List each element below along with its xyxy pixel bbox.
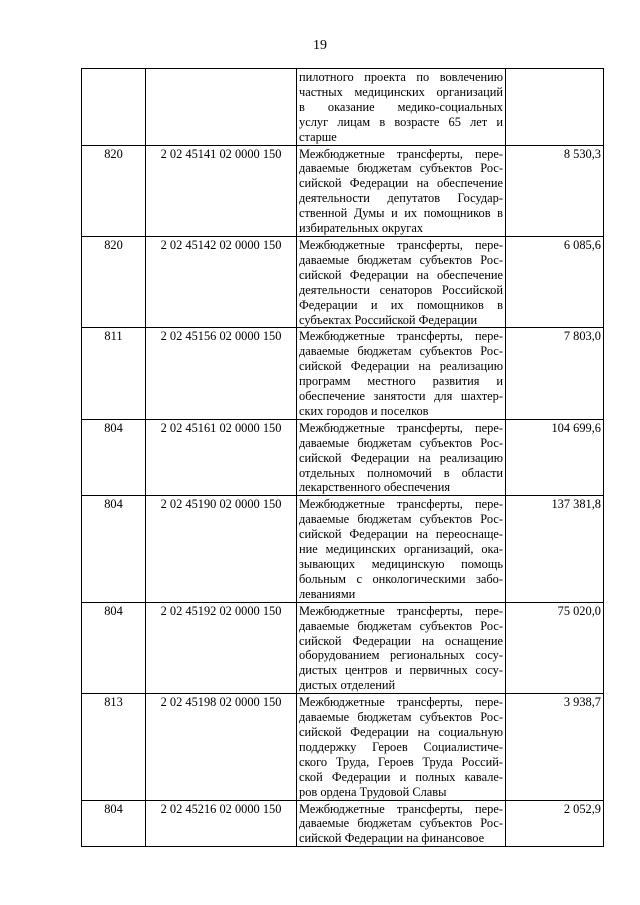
table-row — [82, 328, 604, 419]
budget-table-body — [82, 69, 604, 847]
description-line: Межбюджетные трансферты, пере- — [299, 801, 503, 816]
classification-code-cell: 2 02 45190 02 0000 150 — [146, 496, 297, 602]
classification-code-cell: 2 02 45192 02 0000 150 — [146, 602, 297, 693]
amount-cell: 2 052,9 — [506, 800, 604, 847]
budget-table — [81, 68, 604, 847]
description-cell — [297, 145, 506, 236]
description-line: даваемые бюджетам субъектов Рос- — [299, 435, 503, 450]
description-line: субъектах Российской Федерации — [299, 312, 478, 327]
classification-code-cell: 2 02 45198 02 0000 150 — [146, 694, 297, 800]
description-line: даваемые бюджетам субъектов Рос- — [299, 252, 503, 267]
description-line: поддержку Героев Социалистиче- — [299, 739, 503, 754]
description-line: даваемые бюджетам субъектов Рос- — [299, 512, 503, 527]
description-line: деятельности сенаторов Российской — [299, 282, 503, 297]
description-line: ние медицинских организаций, ока- — [299, 542, 503, 557]
description-cell — [297, 496, 506, 602]
admin-code-cell: 813 — [82, 694, 146, 800]
classification-code-cell: 2 02 45216 02 0000 150 — [146, 800, 297, 847]
amount-cell: 7 803,0 — [506, 328, 604, 419]
description-line: деятельности депутатов Государ- — [299, 191, 503, 206]
description-cell — [297, 328, 506, 419]
admin-code-cell: 804 — [82, 602, 146, 693]
description-cell — [297, 69, 506, 146]
description-line: сийской Федерации на обеспечение — [299, 267, 503, 282]
amount-cell — [506, 69, 604, 146]
description-cell — [297, 800, 506, 847]
page-number: 19 — [313, 38, 327, 53]
description-line: Межбюджетные трансферты, пере- — [299, 420, 503, 435]
description-line: сийской Федерации на реализацию — [299, 359, 503, 374]
description-line: даваемые бюджетам субъектов Рос- — [299, 618, 503, 633]
description-line: даваемые бюджетам субъектов Рос- — [299, 710, 503, 725]
admin-code-cell: 804 — [82, 800, 146, 847]
table-row — [82, 800, 604, 847]
description-line: ских городов и поселков — [299, 403, 429, 418]
description-line: сийской Федерации на переоснаще- — [299, 527, 503, 542]
classification-code-cell: 2 02 45161 02 0000 150 — [146, 419, 297, 496]
admin-code-cell: 811 — [82, 328, 146, 419]
table-row — [82, 496, 604, 602]
description-line: оборудованием региональных сосу- — [299, 648, 503, 663]
admin-code-cell — [82, 69, 146, 146]
description-line: частных медицинских организаций — [299, 84, 503, 99]
description-line: отдельных полномочий в области — [299, 465, 503, 480]
admin-code-cell: 804 — [82, 419, 146, 496]
description-line: в оказание медико-социальных — [299, 99, 503, 114]
description-line: ской Федерации и полных кавале- — [299, 769, 503, 784]
description-line: ров ордена Трудовой Славы — [299, 784, 447, 799]
description-line: Федерации и их помощников в — [299, 297, 503, 312]
description-cell — [297, 236, 506, 327]
classification-code-cell: 2 02 45142 02 0000 150 — [146, 236, 297, 327]
description-line: больным с онкологическими забо- — [299, 571, 503, 586]
table-row — [82, 145, 604, 236]
description-line: Межбюджетные трансферты, пере- — [299, 695, 503, 710]
description-line: Межбюджетные трансферты, пере- — [299, 329, 503, 344]
table-row — [82, 602, 604, 693]
description-line: лекарственного обеспечения — [299, 480, 451, 495]
amount-cell: 6 085,6 — [506, 236, 604, 327]
amount-cell: 3 938,7 — [506, 694, 604, 800]
amount-cell: 75 020,0 — [506, 602, 604, 693]
description-line: Межбюджетные трансферты, пере- — [299, 237, 503, 252]
classification-code-cell: 2 02 45141 02 0000 150 — [146, 145, 297, 236]
amount-cell: 137 381,8 — [506, 496, 604, 602]
amount-cell: 104 699,6 — [506, 419, 604, 496]
table-row — [82, 419, 604, 496]
description-line: сийской Федерации на реализацию — [299, 450, 503, 465]
description-line: дистых отделений — [299, 678, 396, 693]
description-line: обеспечение занятости для шахтер- — [299, 389, 503, 404]
description-line: сийской Федерации на оснащение — [299, 633, 503, 648]
description-cell — [297, 694, 506, 800]
classification-code-cell — [146, 69, 297, 146]
description-cell — [297, 602, 506, 693]
description-line: сийской Федерации на социальную — [299, 724, 503, 739]
description-line: зывающих медицинскую помощь — [299, 557, 503, 571]
admin-code-cell: 820 — [82, 236, 146, 327]
amount-cell: 8 530,3 — [506, 145, 604, 236]
description-line: сийской Федерации на обеспечение — [299, 176, 503, 191]
description-line: даваемые бюджетам субъектов Рос- — [299, 816, 503, 831]
description-line: ского Труда, Героев Труда Россий- — [299, 754, 503, 769]
table-row — [82, 694, 604, 800]
description-line: Межбюджетные трансферты, пере- — [299, 146, 503, 161]
description-line: Межбюджетные трансферты, пере- — [299, 603, 503, 618]
description-line: дистых центров и первичных сосу- — [299, 663, 503, 678]
description-line: ственной Думы и их помощников в — [299, 206, 503, 221]
description-line: программ местного развития и — [299, 374, 503, 389]
admin-code-cell: 820 — [82, 145, 146, 236]
description-line: пилотного проекта по вовлечению — [299, 70, 503, 84]
description-line: услуг лицам в возрасте 65 лет и — [299, 114, 503, 129]
table-row — [82, 236, 604, 327]
description-line: даваемые бюджетам субъектов Рос- — [299, 161, 503, 176]
description-line: сийской Федерации на финансовое — [299, 831, 485, 846]
description-line: даваемые бюджетам субъектов Рос- — [299, 344, 503, 359]
description-line: Межбюджетные трансферты, пере- — [299, 497, 503, 512]
description-line: старше — [299, 129, 337, 144]
table-row — [82, 69, 604, 146]
admin-code-cell: 804 — [82, 496, 146, 602]
classification-code-cell: 2 02 45156 02 0000 150 — [146, 328, 297, 419]
description-line: избирательных округах — [299, 221, 424, 236]
description-line: леваниями — [299, 586, 356, 601]
description-cell — [297, 419, 506, 496]
